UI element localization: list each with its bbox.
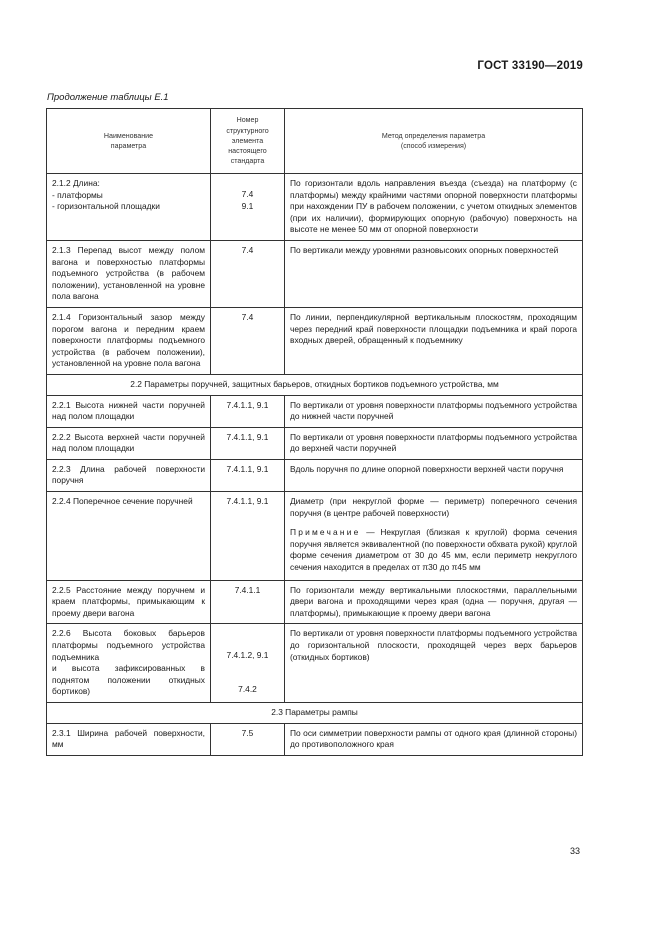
row-number: 7.4 (211, 307, 285, 374)
page-number: 33 (569, 846, 580, 856)
row-name: 2.2.4 Поперечное сечение поручней (47, 492, 211, 581)
note: Примечание — Некруглая (близкая к круглой) форма сечения поручня является эквивалентной (по поверхности обхвата рукой) круглой форме сечения диаметром от 30 до 45 мм, если периметр некруглого сечения находится в пределах от π30 до π45 мм (290, 527, 577, 573)
column-header-method: Метод определения параметра (способ измерения) (285, 109, 583, 174)
section-title: 2.3 Параметры рампы (47, 702, 583, 723)
row-number: 7.4.1.1, 9.1 (211, 395, 285, 427)
table-row (47, 723, 583, 755)
section-title: 2.2 Параметры поручней, защитных барьеров, откидных бортиков подъемного устройства, мм (47, 374, 583, 395)
row-method: По линии, перпендикулярной вертикальным плоскостям, проходящим через передний край поверхности площадки подъемника и край порога входных дверей, обращенный к подъемнику (285, 307, 583, 374)
column-header-name: Наименование параметра (47, 109, 211, 174)
table-row (47, 395, 583, 427)
row-method: По вертикали между уровнями разновысоких опорных поверхностей (285, 240, 583, 307)
row-number: 7.4.1.1, 9.1 (211, 427, 285, 459)
row-method: По горизонтали между вертикальными плоскостями, параллельными двери вагона и проходящими через края (одна — поручня, другая — платформы), примыкающие к проему двери вагона (285, 580, 583, 624)
column-header-number: Номер структурного элемента настоящего стандарта (211, 109, 285, 174)
section-row (47, 374, 583, 395)
row-method: По вертикали от уровня поверхности платформы подъемного устройства до нижней части поручней (285, 395, 583, 427)
row-name: 2.2.3 Длина рабочей поверхности поручня (47, 459, 211, 491)
row-method: По оси симметрии поверхности рампы от одного края (длинной стороны) до противоположного края (285, 723, 583, 755)
row-number: 7.4.1.1, 9.1 (211, 459, 285, 491)
table-row (47, 307, 583, 374)
table-row (47, 240, 583, 307)
table-caption: Продолжение таблицы Е.1 (47, 92, 169, 103)
row-name: 2.2.1 Высота нижней части поручней над полом площадки (47, 395, 211, 427)
table-header-row (47, 109, 583, 174)
row-name: 2.1.4 Горизонтальный зазор между порогом вагона и передним краем поверхности платформы подъемного устройства (в рабочем положении), установленной на уровне пола вагона (47, 307, 211, 374)
row-number: 7.4.1.2, 9.1 7.4.2 (211, 624, 285, 703)
row-number: 7.5 (211, 723, 285, 755)
row-number: 7.4.1.1, 9.1 (211, 492, 285, 581)
row-number: 7.4 9.1 (211, 174, 285, 241)
row-method: Вдоль поручня по длине опорной поверхности верхней части поручня (285, 459, 583, 491)
row-number: 7.4.1.1 (211, 580, 285, 624)
document-code: ГОСТ 33190—2019 (477, 60, 583, 72)
row-method: По вертикали от уровня поверхности платформы подъемного устройства до горизонтальной плоскости, проходящей через верх барьеров (откидных бортиков) (285, 624, 583, 703)
row-name: 2.1.3 Перепад высот между полом вагона и поверхностью платформы подъемного устройства (в рабочем положении), установленной на уровне пола вагона (47, 240, 211, 307)
row-name: 2.2.6 Высота боковых барьеров платформы подъемного устройства подъемника и высота зафиксированных в поднятом положении откидных бортиков) (47, 624, 211, 703)
table-row (47, 624, 583, 703)
row-method: По вертикали от уровня поверхности платформы подъемного устройства до верхней части поручней (285, 427, 583, 459)
table-row (47, 427, 583, 459)
table-row (47, 492, 583, 581)
row-name: 2.3.1 Ширина рабочей поверхности, мм (47, 723, 211, 755)
row-name: 2.1.2 Длина: - платформы - горизонтальной площадки (47, 174, 211, 241)
row-method: Диаметр (при некруглой форме — периметр) поперечного сечения поручня (в центре рабочей поверхности) Примечание — Некруглая (близкая к круглой) форма сечения поручня является эквивалентной (по поверхности обхвата рукой) круглой форме сечения диаметром от 30 до 45 мм, если периметр некруглого сечения находится в пределах от π30 до π45 мм (285, 492, 583, 581)
row-name: 2.2.5 Расстояние между поручнем и краем платформы, примыкающим к проему двери вагона (47, 580, 211, 624)
row-name: 2.2.2 Высота верхней части поручней над полом площадки (47, 427, 211, 459)
table-row (47, 580, 583, 624)
parameters-table (46, 108, 583, 756)
section-row (47, 702, 583, 723)
table-row (47, 174, 583, 241)
row-number: 7.4 (211, 240, 285, 307)
row-method: По горизонтали вдоль направления въезда (съезда) на платформу (с платформы) между крайними частями опорной поверхности платформы при нахождении ПУ в рабочем положении, с учетом откидных элементов (при их наличии), формирующих опорную (рабочую) поверхность на высоте не менее 50 мм от опорной поверхности (285, 174, 583, 241)
table-row (47, 459, 583, 491)
